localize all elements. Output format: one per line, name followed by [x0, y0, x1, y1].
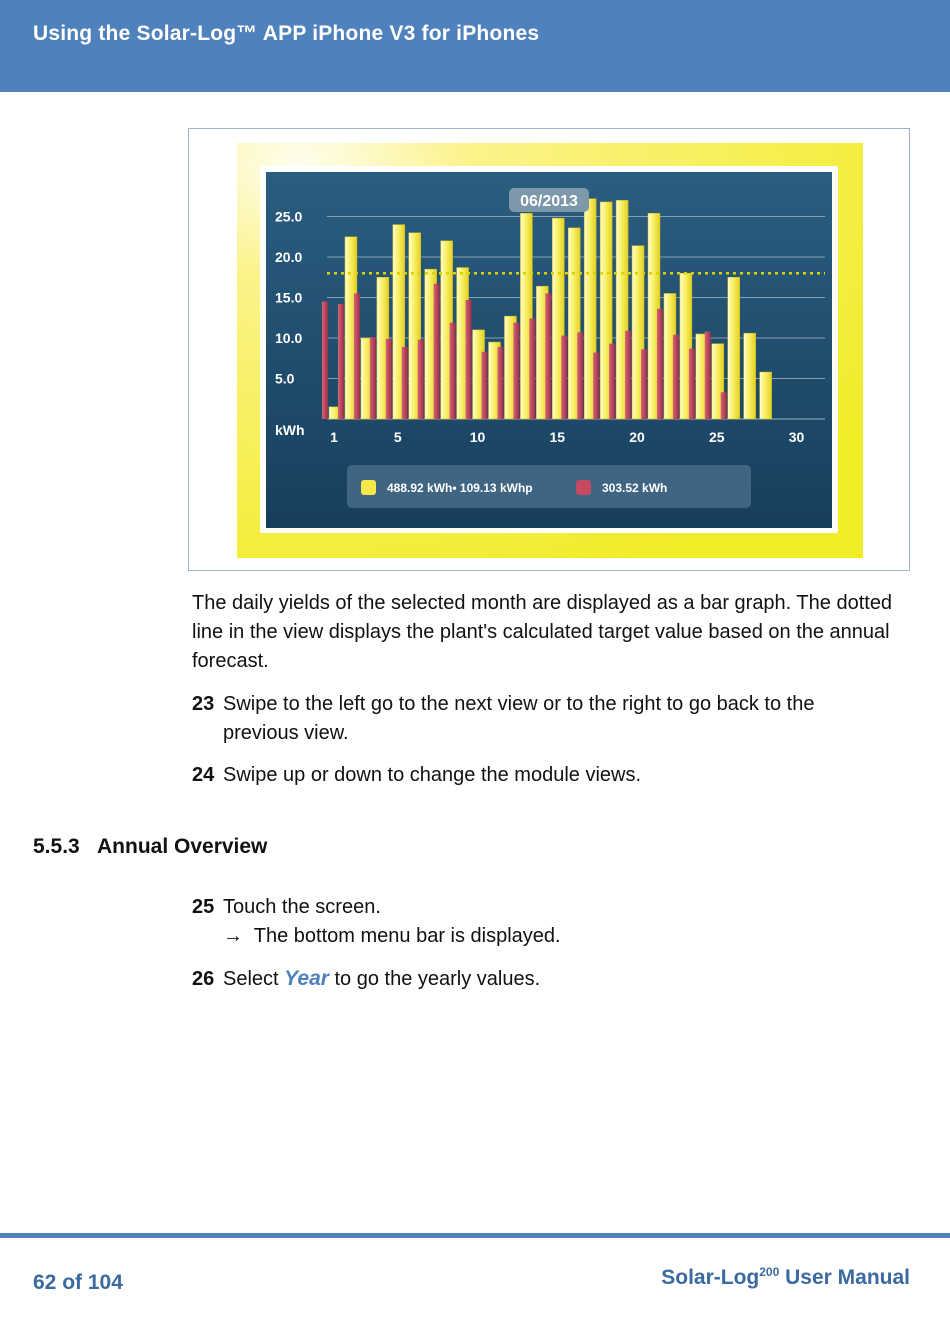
- consumption-bar: [529, 319, 535, 419]
- consumption-bar: [625, 331, 631, 419]
- y-unit-label: kWh: [275, 422, 305, 438]
- section-number: 5.5.3: [33, 835, 80, 858]
- consumption-bar: [513, 323, 519, 419]
- figure-frame: [188, 128, 910, 571]
- consumption-bar: [705, 332, 711, 419]
- legend-yield-label: 488.92 kWh• 109.13 kWhp: [387, 481, 533, 495]
- consumption-bar: [386, 339, 392, 419]
- y-tick-label: 15.0: [275, 289, 303, 306]
- x-tick-label: 30: [788, 429, 805, 445]
- header-title: Using the Solar-Log™ APP iPhone V3 for iPhones: [33, 22, 540, 45]
- consumption-bar: [450, 323, 456, 419]
- year-keyword: Year: [284, 967, 329, 990]
- consumption-bar: [641, 349, 647, 419]
- step-25-number: 25: [192, 896, 215, 918]
- x-tick-label: 25: [709, 429, 725, 445]
- step-23: [192, 690, 814, 748]
- step-23-number: 23: [192, 693, 215, 715]
- footer-divider: [0, 1233, 950, 1238]
- step-24-number: 24: [192, 764, 215, 786]
- page-header: [0, 0, 950, 92]
- legend-yield-swatch: [361, 480, 376, 495]
- chart-description: The daily yields of the selected month are displayed as a bar graph. The dotted line in the view displays the plant's calculated target value based on the annual forecast.: [192, 592, 893, 672]
- section-heading: [33, 835, 267, 859]
- daily-yield-chart: [189, 129, 909, 570]
- consumption-bar: [497, 347, 503, 419]
- step-25: [192, 893, 561, 951]
- consumption-bar: [577, 332, 583, 419]
- consumption-bar: [545, 293, 551, 419]
- consumption-bar: [689, 349, 695, 419]
- y-tick-label: 10.0: [275, 330, 303, 346]
- consumption-bar: [721, 392, 727, 419]
- consumption-bar: [354, 293, 360, 419]
- arrow-right-icon: →: [223, 925, 243, 947]
- consumption-bar: [370, 337, 376, 419]
- consumption-bar: [673, 335, 679, 419]
- consumption-bar: [609, 344, 615, 419]
- consumption-bar: [434, 284, 440, 419]
- yield-bar: [744, 333, 756, 419]
- consumption-bar: [338, 304, 344, 419]
- step-25-text: Touch the screen.: [223, 896, 381, 918]
- step-24-text: Swipe up or down to change the module views.: [223, 764, 642, 786]
- consumption-bar: [657, 309, 663, 419]
- x-tick-label: 20: [629, 429, 645, 445]
- page-number: 62 of 104: [33, 1271, 123, 1294]
- step-25-result: [192, 922, 561, 951]
- x-tick-label: 10: [469, 429, 486, 445]
- yield-bar: [728, 277, 740, 419]
- yield-bar: [760, 372, 772, 419]
- section-title: Annual Overview: [97, 835, 268, 858]
- legend-consumption-swatch: [576, 480, 591, 495]
- footer-product: [661, 1265, 910, 1290]
- consumption-bar: [418, 340, 424, 419]
- step-25-result-text: The bottom menu bar is displayed.: [253, 925, 561, 947]
- step-26: [192, 964, 540, 994]
- consumption-bar: [561, 336, 567, 419]
- footer-product-name: Solar-Log: [661, 1266, 760, 1289]
- consumption-bar: [466, 300, 472, 419]
- step-26-post: to go the yearly values.: [334, 968, 541, 990]
- x-tick-label: 5: [393, 429, 402, 445]
- y-tick-label: 25.0: [275, 208, 303, 225]
- consumption-bar: [402, 347, 408, 419]
- consumption-bar: [482, 352, 488, 419]
- legend-consumption-label: 303.52 kWh: [602, 481, 668, 495]
- consumption-bar: [322, 302, 328, 419]
- step-23-text-line1: Swipe to the left go to the next view or to the right to go back to the: [223, 693, 815, 715]
- step-24: [192, 761, 641, 790]
- y-tick-label: 20.0: [275, 249, 303, 265]
- consumption-bar: [593, 353, 599, 419]
- step-26-number: 26: [192, 968, 215, 990]
- month-label: 06/2013: [520, 193, 578, 210]
- step-26-pre: Select: [223, 968, 279, 990]
- x-tick-label: 15: [549, 429, 566, 445]
- y-tick-label: 5.0: [275, 370, 295, 387]
- step-23-text-line2: previous view.: [223, 722, 349, 744]
- footer-product-suffix: User Manual: [785, 1266, 910, 1289]
- x-tick-label: 1: [330, 429, 338, 445]
- footer-product-sup: 200: [759, 1265, 780, 1279]
